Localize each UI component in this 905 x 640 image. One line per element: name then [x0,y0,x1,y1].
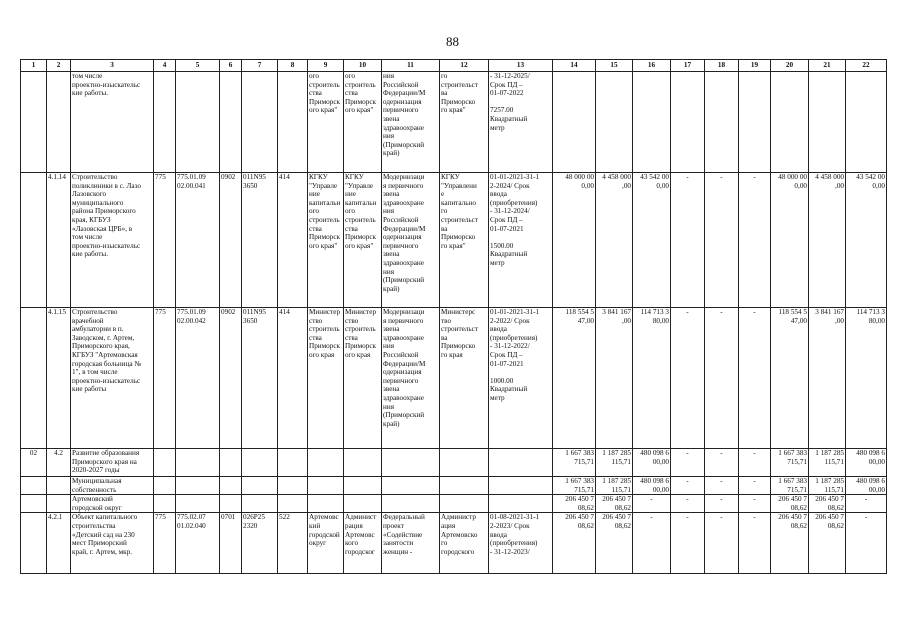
header-cell: 16 [633,60,671,72]
header-cell: 6 [220,60,242,72]
table-cell: 480 098 6 00,00 [633,477,671,495]
table-cell [278,72,308,173]
table-cell: - [671,173,705,308]
table-cell: 480 098 6 00,00 [633,449,671,477]
table-cell [382,477,440,495]
table-cell [242,449,278,477]
table-row [21,495,887,513]
table-cell: КГКУ "Управлени е капитально го строительст ва Приморско го края" [440,173,489,308]
table-cell: - [633,495,671,513]
header-cell: 4 [154,60,176,72]
table-cell: - [739,495,771,513]
table-cell [344,449,382,477]
table-cell: Развитие образования Приморского края на 2020-2027 годы [71,449,154,477]
table-cell [47,72,71,173]
table-cell: 48 000 00 0,00 [553,173,596,308]
page-number: 88 [446,34,459,49]
table-row [21,449,887,477]
table-cell [242,477,278,495]
table-cell: - [671,308,705,449]
table-cell: - [705,449,739,477]
table-cell: 206 450 7 08,62 [809,513,846,574]
table-cell: 01-01-2021-31-1 2-2024/ Срок ввода (приобретения) - 31-12-2024/ Срок ПД – 01-07-2021 1500.00 Квадратный метр [489,173,553,308]
table-cell [440,477,489,495]
table-cell [382,449,440,477]
table-cell [21,477,47,495]
table-cell: - [739,513,771,574]
table-cell [440,449,489,477]
table-cell [553,72,596,173]
header-cell: 15 [596,60,633,72]
table-row [21,308,887,449]
table-cell: 206 450 7 08,62 [596,513,633,574]
table-cell: 206 450 7 08,62 [771,495,809,513]
table-cell: - [671,449,705,477]
header-cell: 21 [809,60,846,72]
table-cell: Админист рация Артемовс кого городског [344,513,382,574]
table-cell: КГКУ "Управле ние капитальн ого строитель ства Приморск ого края" [344,173,382,308]
table-cell [220,72,242,173]
table-cell: 775.01.09 02.00.041 [176,173,220,308]
table-cell [21,308,47,449]
table-cell [705,72,739,173]
table-cell: - [671,495,705,513]
table-cell [739,72,771,173]
table-cell [47,495,71,513]
table-cell [344,477,382,495]
budget-table [20,59,887,574]
table-cell: 114 713 3 80,00 [633,308,671,449]
table-cell: 206 450 7 08,62 [809,495,846,513]
table-cell: - [705,477,739,495]
table-cell [596,72,633,173]
header-cell: 8 [278,60,308,72]
table-cell [308,449,344,477]
table-cell: 522 [278,513,308,574]
table-cell: 4.1.14 [47,173,71,308]
header-cell: 17 [671,60,705,72]
table-cell: Министерс тво строительст ва Приморско го края [440,308,489,449]
table-cell: 3 841 167 ,00 [809,308,846,449]
table-cell: 480 098 6 00,00 [846,477,887,495]
table-cell [154,495,176,513]
table-cell: 4.1.15 [47,308,71,449]
table-cell: Администр ация Артемовско го городского [440,513,489,574]
table-cell: 02 [21,449,47,477]
table-cell [771,72,809,173]
table-row [21,513,887,574]
table-cell: 775.02.07 01.02.040 [176,513,220,574]
table-cell: 414 [278,173,308,308]
table-cell: 026Р25 2320 [242,513,278,574]
table-cell: - [739,173,771,308]
table-cell [47,477,71,495]
table-cell [176,449,220,477]
table-cell: Федеральный проект «Содействие занятости женщин - [382,513,440,574]
table-cell: 1 187 285 115,71 [809,449,846,477]
table-cell [440,495,489,513]
table-cell: 0902 [220,173,242,308]
table-cell: 011N95 3650 [242,173,278,308]
table-cell [176,495,220,513]
table-cell: 0902 [220,308,242,449]
table-cell: 775 [154,173,176,308]
table-cell: ния Российской Федерации/М одернизация первичного звена здравоохране ния (Приморский край) [382,72,440,173]
table-cell: ого строитель ства Приморск ого края" [308,72,344,173]
table-cell [220,477,242,495]
table-cell [176,477,220,495]
table-cell: 480 098 6 00,00 [846,449,887,477]
table-cell: - [846,495,887,513]
table-cell: 775 [154,513,176,574]
table-cell [154,72,176,173]
table-cell: 4.2 [47,449,71,477]
table-cell: 1 667 383 715,71 [553,449,596,477]
table-cell: - [705,308,739,449]
table-cell: го строительст ва Приморско го края" [440,72,489,173]
table-cell: 43 542 00 0,00 [846,173,887,308]
table-row [21,173,887,308]
table-row [21,477,887,495]
header-cell: 14 [553,60,596,72]
table-cell: 4.2.1 [47,513,71,574]
table-cell: 43 542 00 0,00 [633,173,671,308]
table-cell: Министер ство строитель ства Приморск ого края [344,308,382,449]
table-cell: 1 187 285 115,71 [596,477,633,495]
table-cell: 01-08-2021-31-1 2-2023/ Срок ввода (приобретения) - 31-12-2023/ [489,513,553,574]
table-cell: - [671,513,705,574]
header-cell: 11 [382,60,440,72]
header-cell: 20 [771,60,809,72]
table-cell: 1 187 285 115,71 [809,477,846,495]
table-cell: 3 841 167 ,00 [596,308,633,449]
table-cell [278,495,308,513]
table-cell: Министер ство строитель ства Приморск ого края [308,308,344,449]
table-cell [21,72,47,173]
table-cell [633,72,671,173]
table-cell [344,495,382,513]
table-cell: 775 [154,308,176,449]
table-cell [846,72,887,173]
header-row [21,60,887,72]
table-cell: 01-01-2021-31-1 2-2022/ Срок ввода (приобретения) - 31-12-2022/ Срок ПД – 01-07-2021 1000.00 Квадратный метр [489,308,553,449]
table-cell: Артемовский городской округ [71,495,154,513]
table-cell: - [633,513,671,574]
table-cell [671,72,705,173]
table-row [21,72,887,173]
header-cell: 12 [440,60,489,72]
table-cell: ого строитель ства Приморск ого края" [344,72,382,173]
table-cell [489,495,553,513]
header-cell: 22 [846,60,887,72]
table-cell: 414 [278,308,308,449]
table-cell: Муниципальная собственность [71,477,154,495]
table-cell: 206 450 7 08,62 [553,495,596,513]
table-cell [154,449,176,477]
table-cell: 48 000 00 0,00 [771,173,809,308]
table-cell: - [739,308,771,449]
table-cell [21,173,47,308]
table-cell: Артемовс кий городской округ [308,513,344,574]
table-cell: том числе проектно-изыскательс кие работы. [71,72,154,173]
table-cell: - [739,477,771,495]
table-cell [242,72,278,173]
header-cell: 1 [21,60,47,72]
header-cell: 13 [489,60,553,72]
table-cell: 4 458 000 ,00 [809,173,846,308]
table-cell [176,72,220,173]
table-cell: - [705,513,739,574]
table-cell: Модернизаци я первичного звена здравоохране ния Российской Федерации/М одернизация первичного звена здравоохране ния (Приморский край) [382,173,440,308]
table-cell: - [705,173,739,308]
table-cell [220,495,242,513]
table-cell [308,477,344,495]
header-cell: 5 [176,60,220,72]
table-cell: 1 187 285 115,71 [596,449,633,477]
table-cell [220,449,242,477]
table-cell: 1 667 383 715,71 [553,477,596,495]
table-cell: - 31-12-2025/ Срок ПД – 01-07-2022 7257.00 Квадратный метр [489,72,553,173]
table-cell: 114 713 3 80,00 [846,308,887,449]
table-cell [809,72,846,173]
table-cell: 775.01.09 02.00.042 [176,308,220,449]
table-cell: - [846,513,887,574]
header-cell: 19 [739,60,771,72]
header-cell: 10 [344,60,382,72]
table-cell: 011N95 3650 [242,308,278,449]
table-cell: 1 667 383 715,71 [771,477,809,495]
table-cell [489,449,553,477]
table-cell [278,477,308,495]
table-cell [154,477,176,495]
table-cell [489,477,553,495]
table-cell [308,495,344,513]
table-cell: Строительство врачебной амбулатории в п. Заводском, г. Артем, Приморского края, КГБУЗ "Артемовская городская больница № 1", в том числе проектно-изыскательс кие работы [71,308,154,449]
table-cell: 118 554 5 47,00 [553,308,596,449]
table-cell: 118 554 5 47,00 [771,308,809,449]
table-cell: 1 667 383 715,71 [771,449,809,477]
table-cell: Строительство поликлиники в с. Лазо Лазовского муниципального района Приморского края, КГБУЗ «Лазовская ЦРБ», в том числе проектно-изыскательс кие работы. [71,173,154,308]
header-cell: 18 [705,60,739,72]
table-cell: - [671,477,705,495]
table-cell: 0701 [220,513,242,574]
table-cell [242,495,278,513]
table-cell [21,513,47,574]
table-cell: 206 450 7 08,62 [596,495,633,513]
table-cell: - [739,449,771,477]
table-cell: 4 458 000 ,00 [596,173,633,308]
header-cell: 2 [47,60,71,72]
table-cell [278,449,308,477]
table-cell: Объект капитального строительства «Детский сад на 230 мест Приморский край, г. Артем, мкр. [71,513,154,574]
header-cell: 3 [71,60,154,72]
table-cell: 206 450 7 08,62 [553,513,596,574]
table-cell [21,495,47,513]
table-cell: - [705,495,739,513]
table-cell: Модернизаци я первичного звена здравоохране ния Российской Федерации/М одернизация первичного звена здравоохране ния (Приморский край) [382,308,440,449]
header-cell: 9 [308,60,344,72]
table-cell: 206 450 7 08,62 [771,513,809,574]
table-cell [382,495,440,513]
header-cell: 7 [242,60,278,72]
table-cell: КГКУ "Управле ние капитальн ого строитель ства Приморск ого края" [308,173,344,308]
